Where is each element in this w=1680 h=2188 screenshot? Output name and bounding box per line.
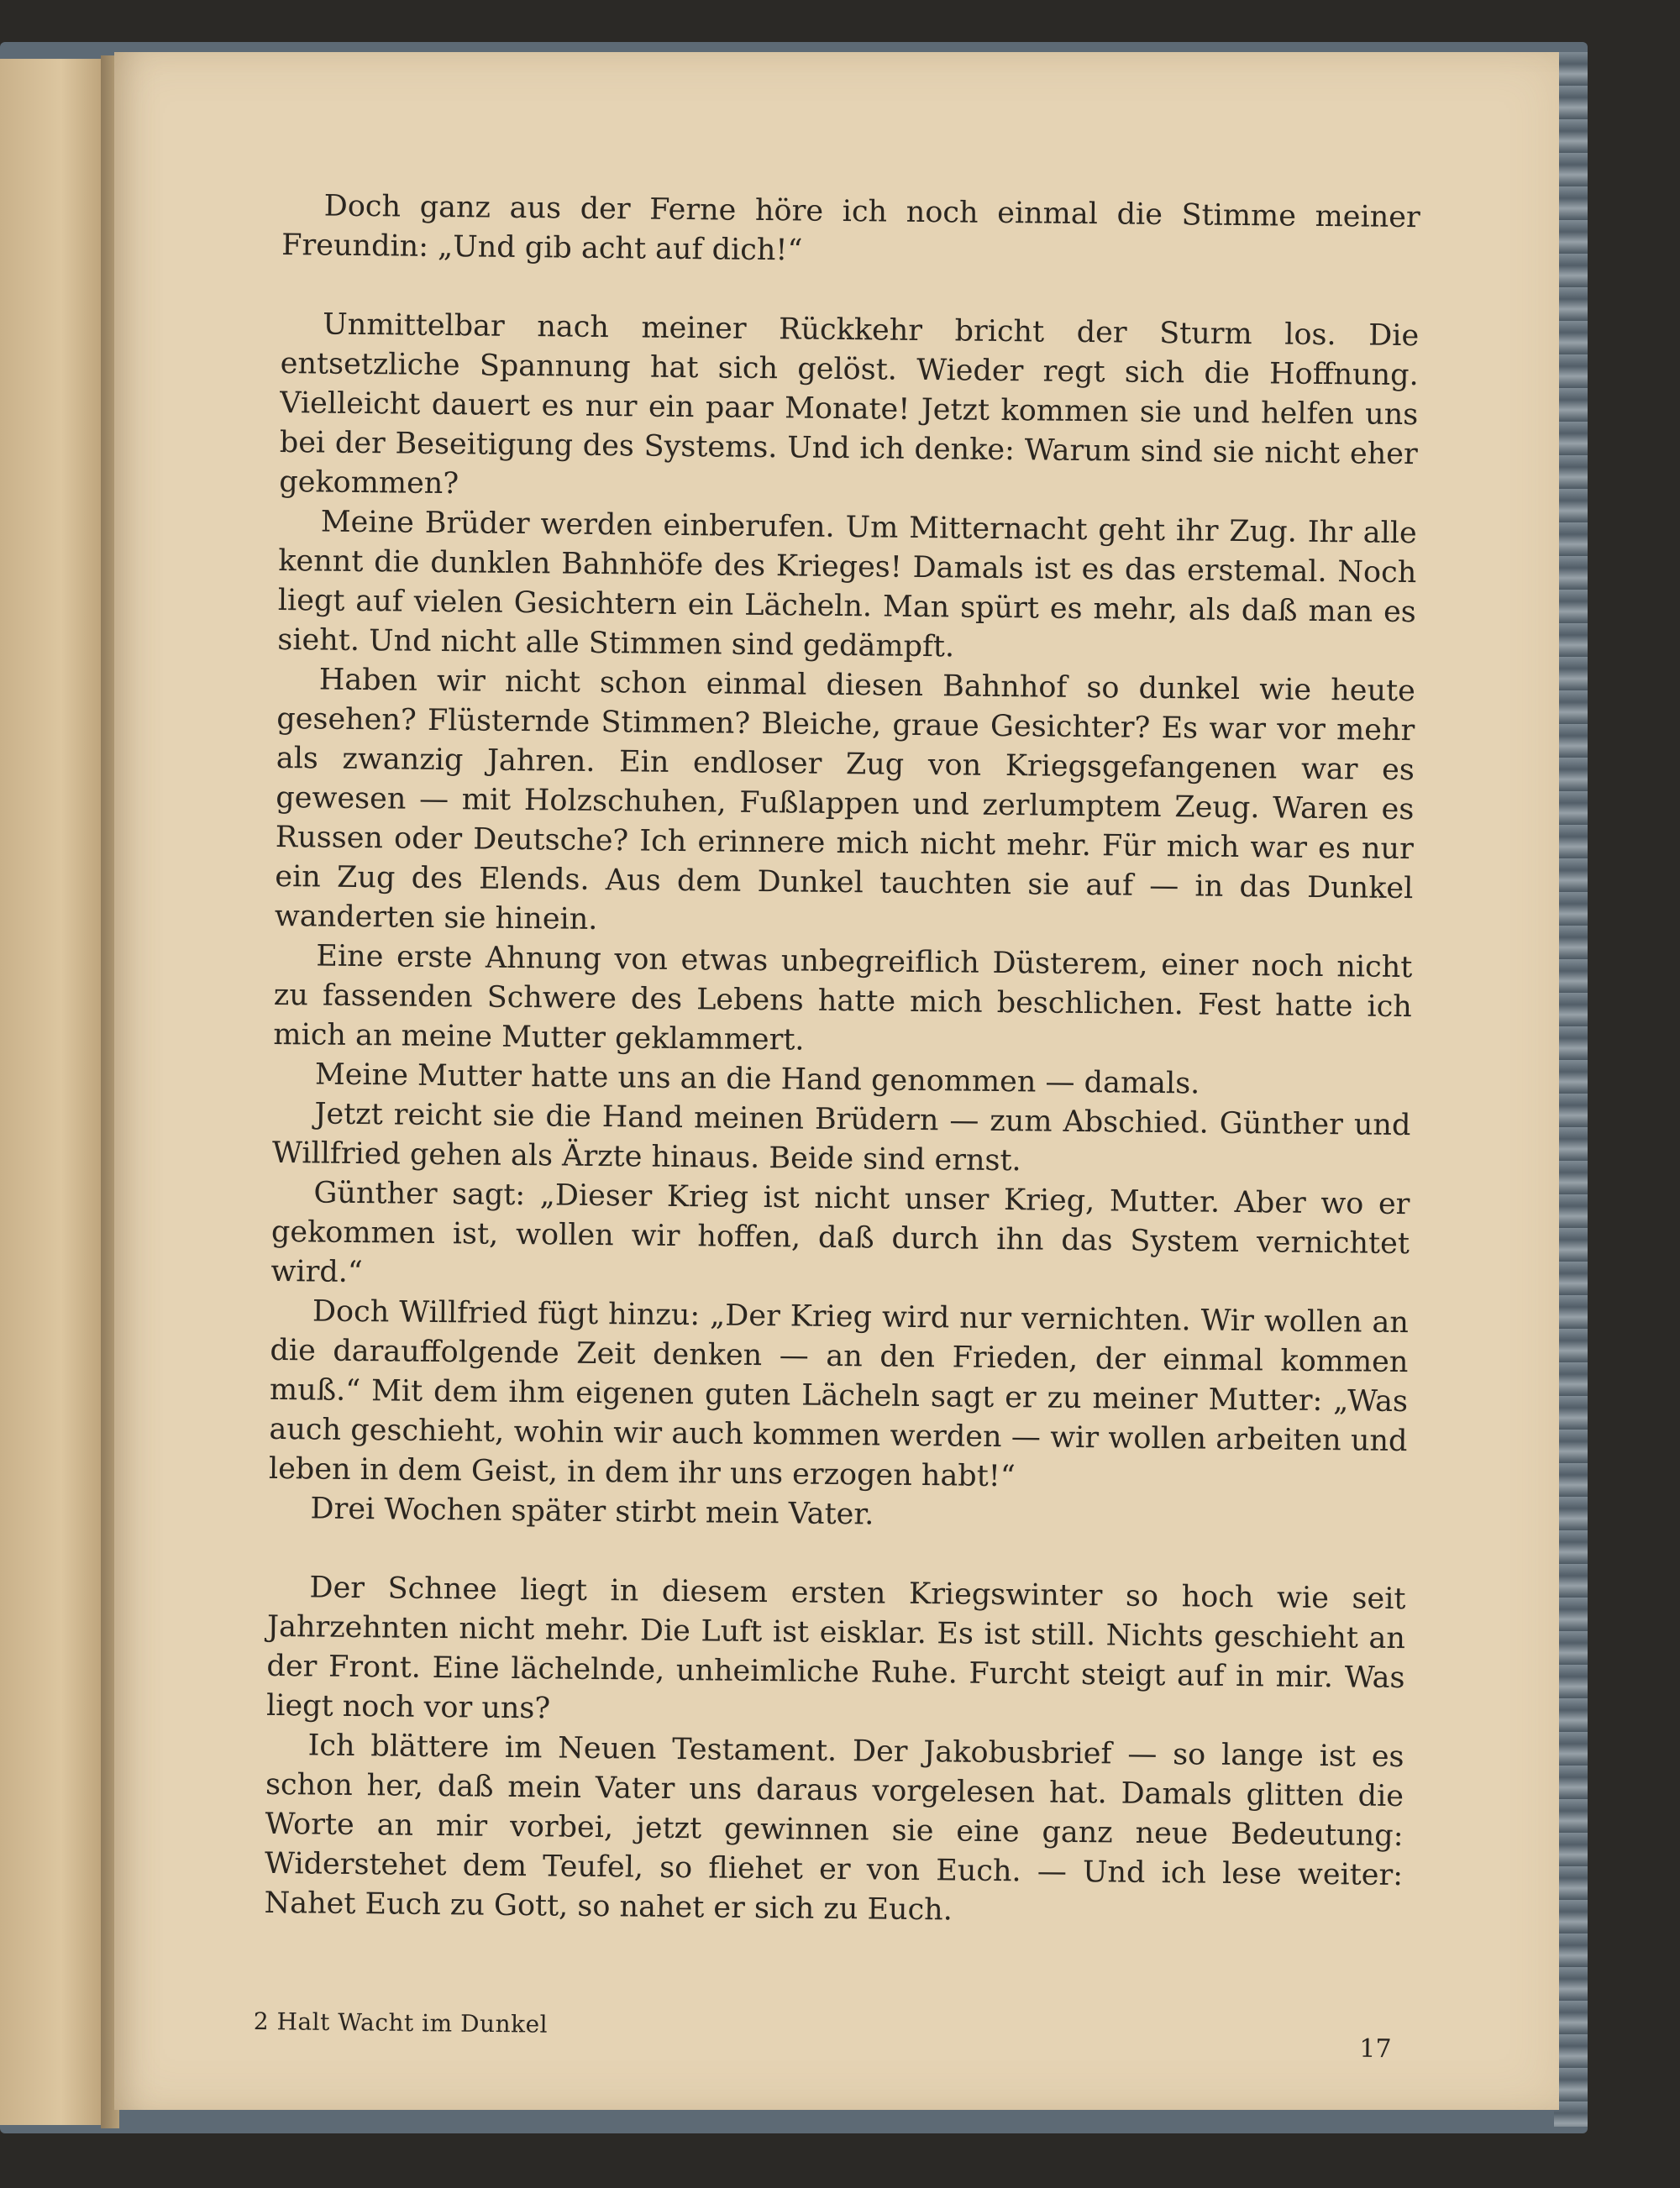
paragraph: Drei Wochen später stirbt mein Vater. (310, 1492, 874, 1532)
paragraph: Günther sagt: „Dieser Krieg ist nicht unser Krieg, Mutter. Aber wo er gekommen ist, wollen wir hoffen, daß durch ihn das System vernichtet wird.“ (270, 1176, 1410, 1290)
paragraph: Jetzt reicht sie die Hand meinen Brüdern — zum Abschied. Günther und Willfried gehen als Ärzte hinaus. Beide sind ernst. (271, 1097, 1411, 1178)
paragraph: Der Schnee liegt in diesem ersten Kriegswinter so hoch wie seit Jahrzehnten nicht mehr. Die Luft ist eisklar. Es ist still. Nichts geschieht an der Front. Eine lächelnde, unheimliche Ruhe. Furcht steigt auf in mir. Was liegt noch vor uns? (265, 1571, 1406, 1726)
page-number: 17 (1359, 2033, 1392, 2065)
paragraph: Doch Willfried fügt hinzu: „Der Krieg wird nur vernichten. Wir wollen an die darauffolgende Zeit denken — an den Frieden, der einmal kommen muß.“ Mit dem ihm eigenen guten Lächeln sagt er zu meiner Mutter: „Was auch geschieht, wohin wir auch kommen werden — wir wollen arbeiten und leben in dem Geist, in dem ihr uns erzogen habt!“ (268, 1294, 1410, 1494)
book-cover-edge (1554, 52, 1588, 2127)
paragraph: Eine erste Ahnung von etwas unbegreiflich Düsterem, einer noch nicht zu fassenden Schwere des Lebens hatte mich beschlichen. Fest hatte ich mich an meine Mutter geklammert. (273, 939, 1413, 1057)
paragraph: Ich blättere im Neuen Testament. Der Jakobusbrief — so lange ist es schon her, daß mein Vater uns daraus vorgelesen hat. Damals glitten die Worte an mir vorbei, jetzt gewinnen sie eine ganz neue Bedeutung: Widerstehet dem Teufel, so fliehet er von Euch. — Und ich lese weiter: Nahet Euch zu Gott, so nahet er sich zu Euch. (264, 1729, 1404, 1928)
paragraph: Unmittelbar nach meiner Rückkehr bricht der Sturm los. Die entsetzliche Spannung hat sich gelöst. Wieder regt sich die Hoffnung. Vielleicht dauert es nur ein paar Monate! Jetzt kommen sie und helfen uns bei der Beseitigung des Systems. Und ich denke: Warum sind sie nicht eher gekommen? (279, 307, 1420, 501)
paragraph: Meine Mutter hatte uns an die Hand genommen — damals. (314, 1057, 1200, 1101)
signature-mark: 2 Halt Wacht im Dunkel (253, 2007, 549, 2038)
paragraph: Haben wir nicht schon einmal diesen Bahnhof so dunkel wie heute gesehen? Flüsternde Stimmen? Bleiche, graue Gesichter? Es war vor mehr als zwanzig Jahren. Ein endloser Zug von Kriegsgefangenen war es gewesen — mit Holzschuhen, Fußlappen und zerlumptem Zeug. Waren es Russen oder Deutsche? Ich erinnere mich nicht mehr. Für mich war es nur ein Zug des Elends. Aus dem Dunkel tauchten sie auf — in das Dunkel wanderten sie hinein. (274, 663, 1415, 937)
paragraph: Doch ganz aus der Ferne höre ich noch einmal die Stimme meiner Freundin: „Und gib acht auf dich!“ (281, 189, 1420, 268)
paragraph: Meine Brüder werden einberufen. Um Mitternacht geht ihr Zug. Ihr alle kennt die dunklen Bahnhöfe des Krieges! Damals ist es das erstemal. Noch liegt auf vielen Gesichtern ein Lächeln. Man spürt es mehr, als daß man es sieht. Und nicht alle Stimmen sind gedämpft. (277, 505, 1417, 664)
page-footer (253, 2007, 1392, 2070)
book-page (114, 52, 1559, 2110)
page-text (264, 186, 1420, 1935)
previous-page-edge (0, 59, 111, 2125)
